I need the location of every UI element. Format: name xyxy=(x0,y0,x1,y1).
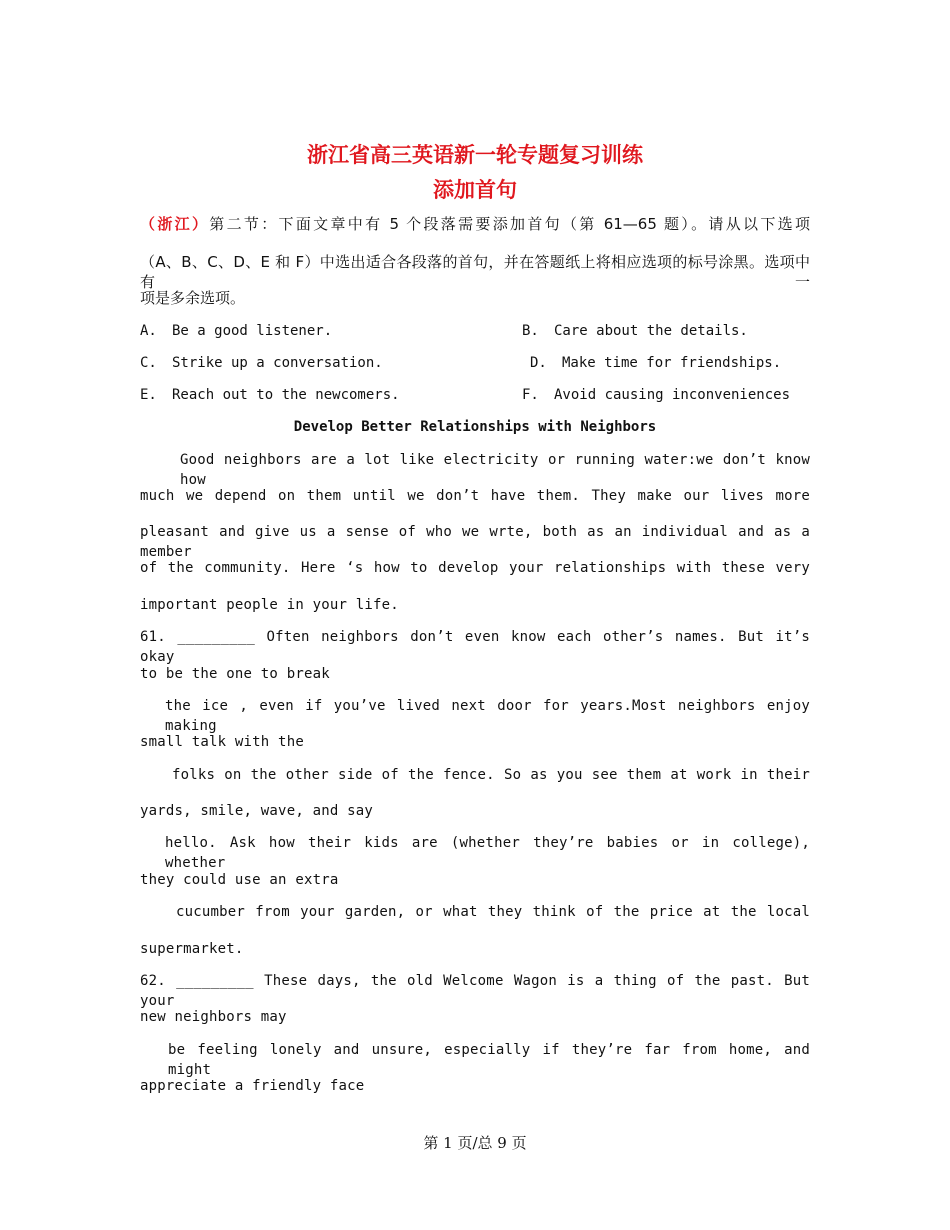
article-line: folks on the other side of the fence. So as you see them at work in their xyxy=(172,767,810,783)
option-d: D. Make time for friendships. xyxy=(530,355,782,371)
question-62-line: 62. _________ These days, the old Welcome Wagon is a thing of the past. But your xyxy=(140,973,810,1009)
article-line: the ice , even if you’ve lived next door for years.Most neighbors enjoy making xyxy=(165,698,810,734)
article-line: small talk with the xyxy=(140,734,304,750)
article-line: hello. Ask how their kids are (whether they’re babies or in college), whether xyxy=(165,835,810,871)
article-line: they could use an extra xyxy=(140,872,339,888)
article-line: to be the one to break xyxy=(140,666,330,682)
article-title: Develop Better Relationships with Neighbors xyxy=(293,419,657,435)
page-number: 第 1 页/总 9 页 xyxy=(423,1134,527,1152)
article-line: pleasant and give us a sense of who we wrte, both as an individual and as a member xyxy=(140,524,810,560)
article-line: of the community. Here ‘s how to develop your relationships with these very xyxy=(140,560,810,576)
option-f: F. Avoid causing inconveniences xyxy=(522,387,791,403)
article-line: much we depend on them until we don’t have them. They make our lives more xyxy=(140,488,810,504)
instructions-line-3: 项是多余选项。 xyxy=(140,289,246,307)
option-a: A. Be a good listener. xyxy=(140,323,333,339)
article-line: appreciate a friendly face xyxy=(140,1078,365,1094)
article-line: new neighbors may xyxy=(140,1009,287,1025)
instructions-line-1 xyxy=(140,214,810,234)
article-line: supermarket. xyxy=(140,941,244,957)
document-title: 浙江省高三英语新一轮专题复习训练 xyxy=(307,143,643,167)
region-tag: （浙江） xyxy=(140,215,210,233)
question-61-line: 61. _________ Often neighbors don’t even know each other’s names. But it’s okay xyxy=(140,629,810,665)
article-line: be feeling lonely and unsure, especially if they’re far from home, and might xyxy=(168,1042,810,1078)
option-c: C. Strike up a conversation. xyxy=(140,355,383,371)
document-subtitle: 添加首句 xyxy=(433,178,517,202)
article-line: Good neighbors are a lot like electricity or running water:we don’t know how xyxy=(180,452,810,488)
instructions-text-1: 第二节：下面文章中有 5 个段落需要添加首句（第 61—65 题）。请从以下选项 xyxy=(209,215,810,233)
article-line: yards, smile, wave, and say xyxy=(140,803,373,819)
option-e: E. Reach out to the newcomers. xyxy=(140,387,400,403)
article-line: cucumber from your garden, or what they think of the price at the local xyxy=(176,904,810,920)
option-b: B. Care about the details. xyxy=(522,323,748,339)
article-line: important people in your life. xyxy=(140,597,399,613)
instructions-line-2: （A、B、C、D、E 和 F）中选出适合各段落的首句，并在答题纸上将相应选项的标号涂黑。选项中有一 xyxy=(140,253,810,291)
